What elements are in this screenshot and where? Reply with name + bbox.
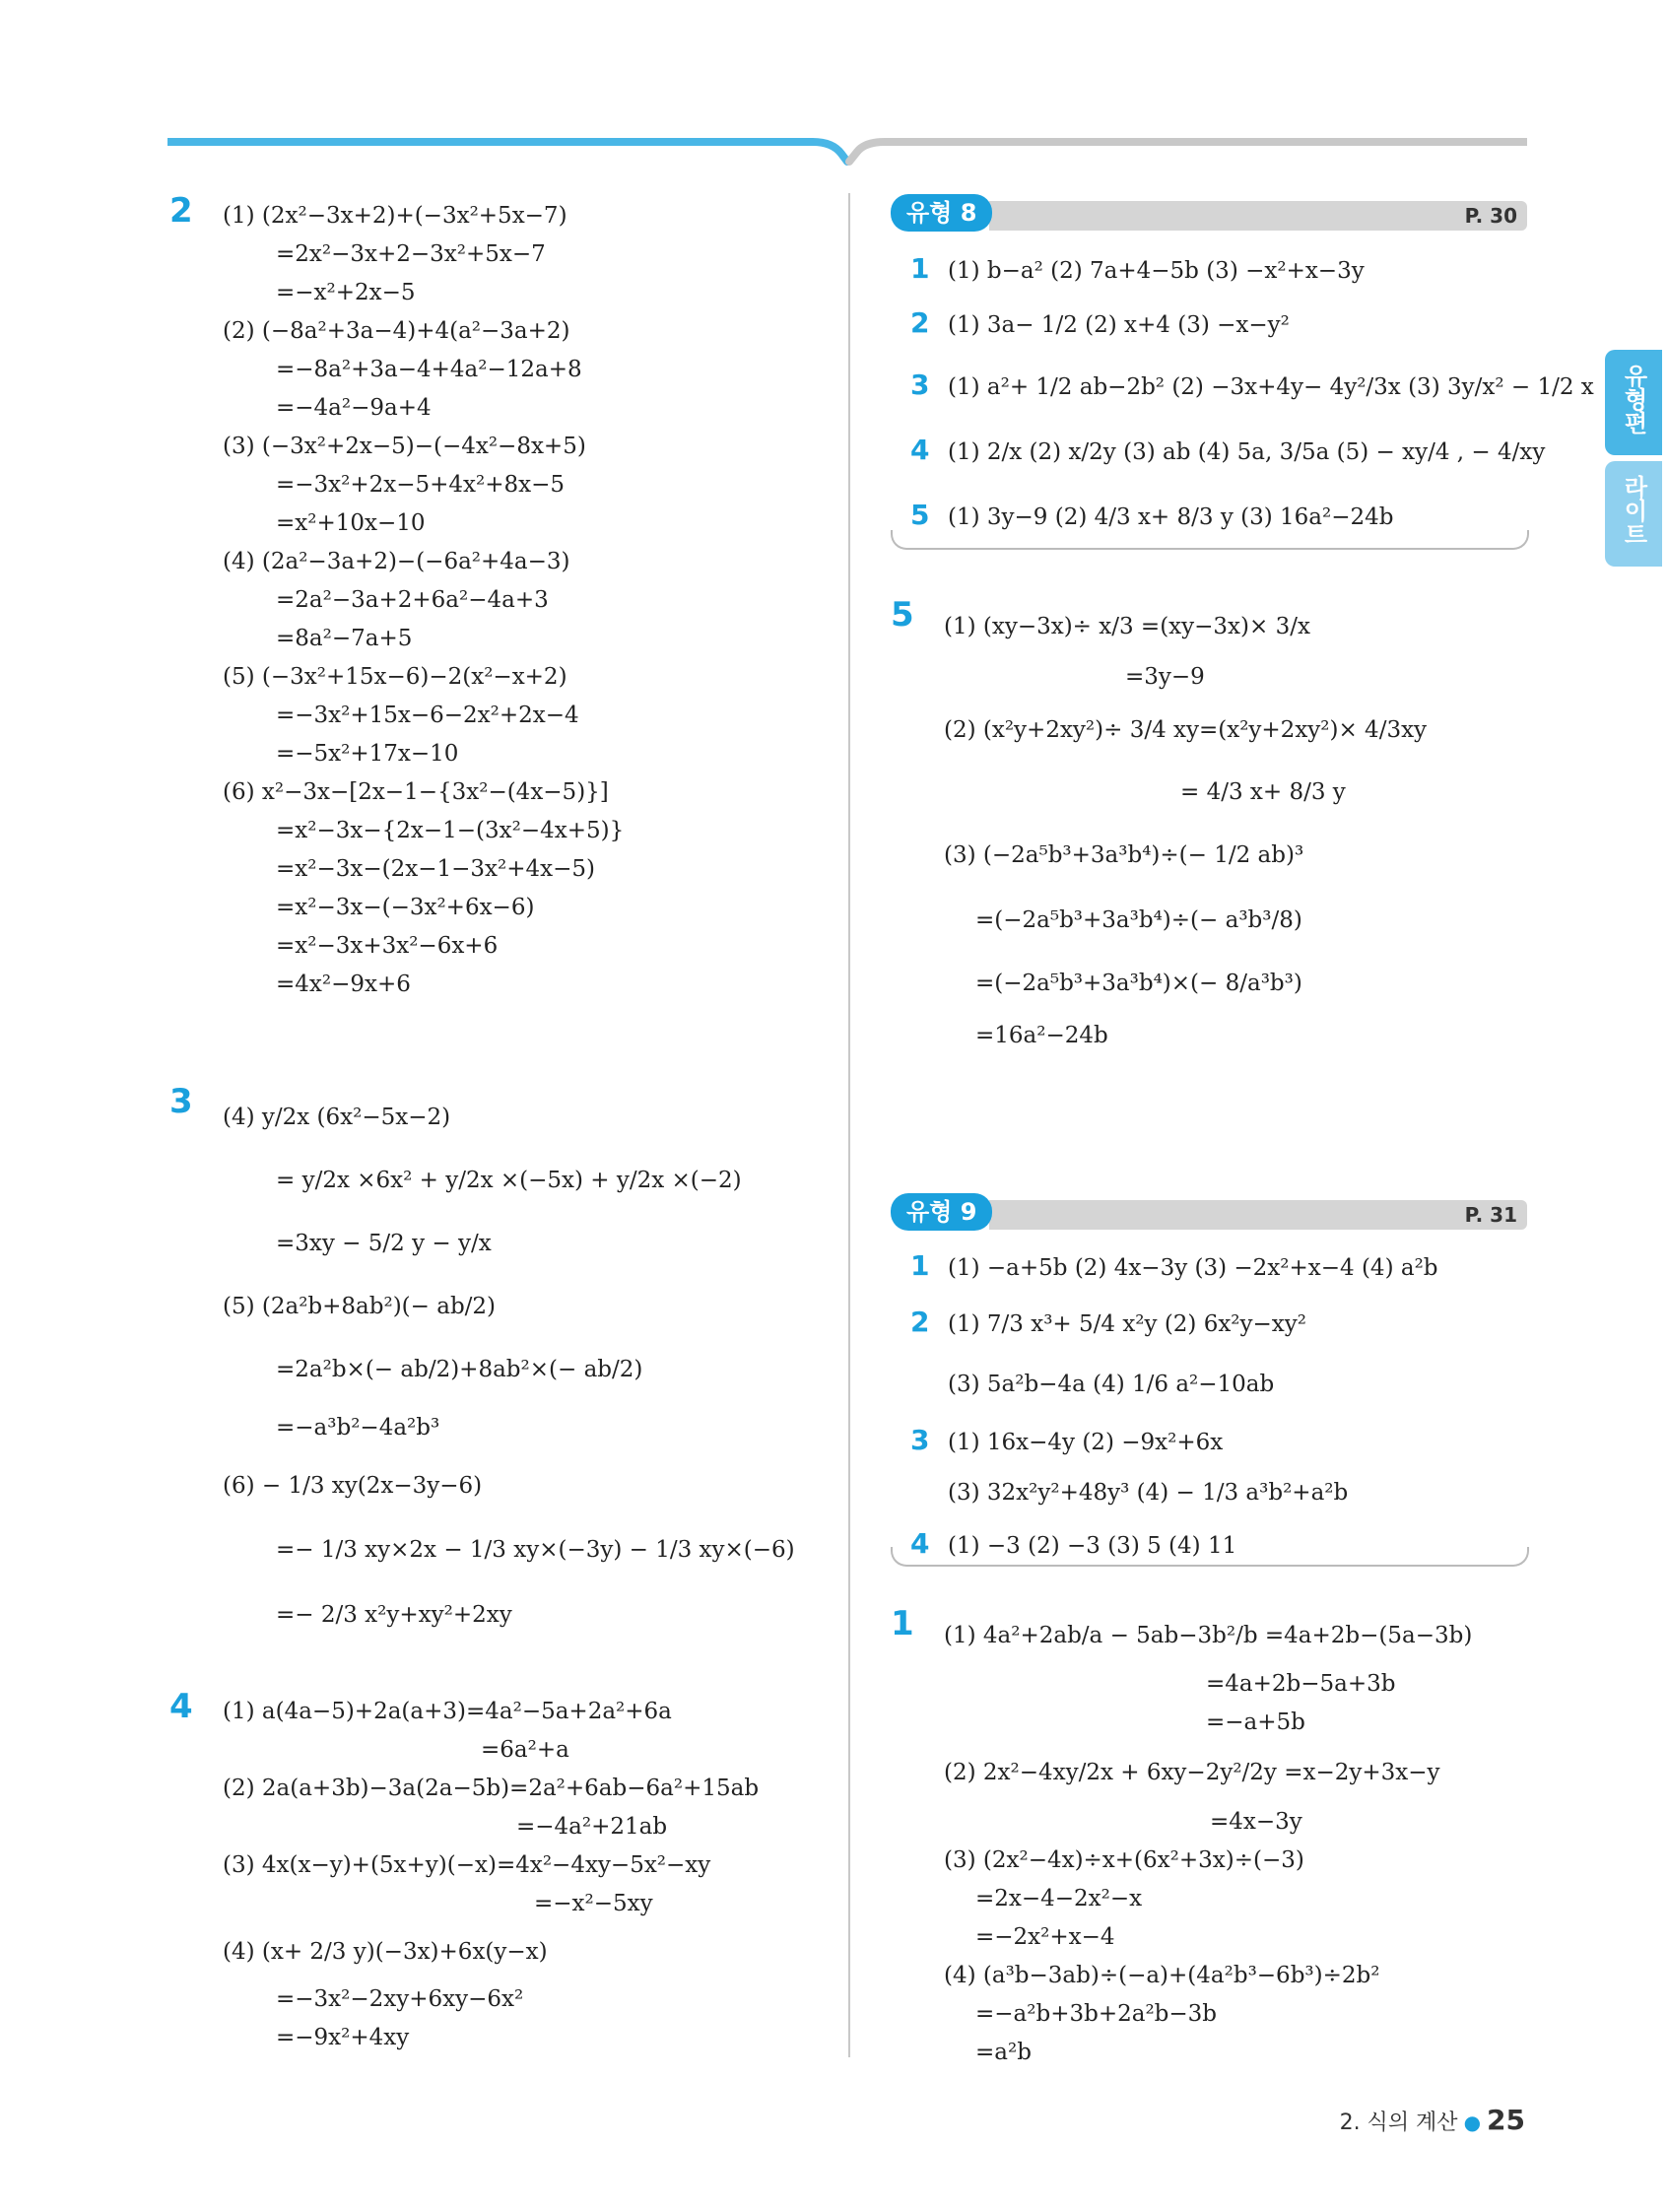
solution-line: =2a²b×(− ab/2)+8ab²×(− ab/2) [276,1357,643,1382]
type-9-header-bar [989,1200,1527,1230]
solution-line: =2x−4−2x²−x [975,1886,1143,1911]
chapter-title: 2. 식의 계산 [1339,2111,1458,2135]
solution-line: (1) (xy−3x)÷ x/3 =(xy−3x)× 3/x [944,614,1310,639]
bullet-dot-icon: ● [1463,2111,1482,2134]
answer-number: 3 [910,369,930,401]
solution-line: = y/2x ×6x² + y/2x ×(−5x) + y/2x ×(−2) [276,1168,742,1193]
type-8-page: P. 30 [1464,204,1517,228]
solution-line: (6) x²−3x−[2x−1−{3x²−(4x−5)}] [223,779,609,805]
solution-line: =x²−3x−(−3x²+6x−6) [276,895,535,920]
solution-line: (4) (2a²−3a+2)−(−6a²+4a−3) [223,549,570,574]
type-9-page: P. 31 [1464,1203,1517,1227]
solution-line: =4a+2b−5a+3b [1206,1671,1396,1697]
side-tab-lite: 라이트 [1605,461,1662,567]
solution-line: =−3x²−2xy+6xy−6x² [276,1986,524,2012]
type-8-label: 유형 8 [891,194,992,232]
answer-number: 4 [910,1527,930,1560]
solution-line: =16a²−24b [975,1023,1108,1048]
solution-line: =2a²−3a+2+6a²−4a+3 [276,587,549,613]
answer-row [910,1241,1438,1291]
solution-line: (3) 4x(x−y)+(5x+y)(−x)=4x²−4xy−5x²−xy [223,1852,711,1878]
solution-line: =−a²b+3b+2a²b−3b [975,2001,1218,2027]
answer-text: (1) 16x−4y (2) −9x²+6x [948,1430,1224,1455]
solution-line: (5) (−3x²+15x−6)−2(x²−x+2) [223,664,567,690]
solution-line: =−x²−5xy [534,1891,653,1916]
top-decoration-bars [167,134,1527,173]
solution-line: =x²+10x−10 [276,510,426,536]
type-9-header [891,1194,1527,1230]
answer-row [910,353,1594,418]
type-9-box-border [891,1547,1529,1567]
answer-row [910,1291,1438,1354]
solution-line: =x²−3x−{2x−1−(3x²−4x+5)} [276,818,625,843]
answer-number: 1 [910,1249,930,1282]
type-8-header-bar [989,201,1527,231]
side-tab [1605,350,1668,572]
answer-text: (3) 32x²y²+48y³ (4) − 1/3 a³b²+a²b [948,1480,1349,1506]
page-number: 25 [1487,2104,1525,2136]
solution-line: =4x−3y [1210,1809,1302,1835]
answer-text: (1) 3a− 1/2 (2) x+4 (3) −x−y² [948,312,1290,338]
solution-line: =6a²+a [481,1737,569,1763]
solution-line: (4) (a³b−3ab)÷(−a)+(4a²b³−6b³)÷2b² [944,1963,1380,1988]
solution-line: (2) (−8a²+3a−4)+4(a²−3a+2) [223,318,570,344]
solution-line: =−a³b²−4a²b³ [276,1415,440,1441]
solution-line: =− 2/3 x²y+xy²+2xy [276,1602,512,1628]
type-9-label: 유형 9 [891,1193,992,1231]
solution-line: =8a²−7a+5 [276,626,413,651]
answer-number: 2 [910,306,930,339]
solution-line: (2) 2x²−4xy/2x + 6xy−2y²/2y =x−2y+3x−y [944,1760,1440,1785]
answer-row [910,1354,1438,1415]
answer-text: (1) 7/3 x³+ 5/4 x²y (2) 6x²y−xy² [948,1311,1306,1337]
type-9-answers [910,1241,1438,1569]
problem-5-solution [944,597,1427,1056]
solution-line: =x²−3x+3x²−6x+6 [276,933,499,959]
answer-row [910,294,1594,353]
answer-number: 5 [910,499,930,531]
solution-line: =− 1/3 xy×2x − 1/3 xy×(−3y) − 1/3 xy×(−6) [276,1537,795,1563]
problem-1-solution [944,1606,1472,2072]
problem-number-4: 4 [169,1687,193,1726]
answer-number: 1 [910,252,930,285]
side-tab-type: 유형편 [1605,350,1662,455]
problem-number-1: 1 [891,1604,914,1643]
solution-line: =−5x²+17x−10 [276,741,459,767]
answer-row [910,1415,1438,1466]
problem-2-solution [223,197,624,1004]
solution-line: (1) 4a²+2ab/a − 5ab−3b²/b =4a+2b−(5a−3b) [944,1623,1473,1648]
solution-line: =3y−9 [1125,664,1205,690]
solution-line: (3) (2x²−4x)÷x+(6x²+3x)÷(−3) [944,1847,1304,1873]
problem-number-2: 2 [169,191,193,231]
solution-line: (1) a(4a−5)+2a(a+3)=4a²−5a+2a²+6a [223,1699,672,1724]
type-8-answers [910,244,1594,548]
solution-line: =(−2a⁵b³+3a³b⁴)×(− 8/a³b³) [975,971,1302,996]
answer-number: 3 [910,1424,930,1456]
answer-text: (1) 3y−9 (2) 4/3 x+ 8/3 y (3) 16a²−24b [948,504,1394,530]
solution-line: =2x²−3x+2−3x²+5x−7 [276,241,546,267]
problem-3-solution [223,1086,795,1647]
solution-line: (4) y/2x (6x²−5x−2) [223,1105,451,1130]
solution-line: =−4a²+21ab [516,1814,668,1840]
solution-line: (5) (2a²b+8ab²)(− ab/2) [223,1294,497,1319]
solution-line: =−3x²+2x−5+4x²+8x−5 [276,472,566,498]
column-divider [848,193,850,2057]
solution-line: =−3x²+15x−6−2x²+2x−4 [276,703,579,728]
solution-line: =−2x²+x−4 [975,1924,1115,1950]
answer-number: 4 [910,434,930,466]
answer-row [910,418,1594,483]
solution-line: (3) (−3x²+2x−5)−(−4x²−8x+5) [223,434,586,459]
solution-line: =3xy − 5/2 y − y/x [276,1231,492,1256]
top-bar-gray [849,142,1527,162]
solution-line: = 4/3 x+ 8/3 y [1180,779,1346,805]
answer-number: 2 [910,1306,930,1338]
solution-line: (2) (x²y+2xy²)÷ 3/4 xy=(x²y+2xy²)× 4/3xy [944,717,1428,743]
answer-text: (3) 5a²b−4a (4) 1/6 a²−10ab [948,1372,1275,1397]
solution-line: =−4a²−9a+4 [276,395,432,421]
solution-line: =−a+5b [1206,1709,1305,1735]
solution-line: (1) (2x²−3x+2)+(−3x²+5x−7) [223,203,567,229]
solution-line: (2) 2a(a+3b)−3a(2a−5b)=2a²+6ab−6a²+15ab [223,1776,760,1801]
answer-text: (1) −3 (2) −3 (3) 5 (4) 11 [948,1533,1237,1559]
answer-text: (1) b−a² (2) 7a+4−5b (3) −x²+x−3y [948,258,1365,284]
solution-line: =−9x²+4xy [276,2025,410,2050]
solution-line: =(−2a⁵b³+3a³b⁴)÷(− a³b³/8) [975,907,1302,933]
problem-number-5: 5 [891,595,914,635]
answer-text: (1) a²+ 1/2 ab−2b² (2) −3x+4y− 4y²/3x (3) 3y/x² − 1/2 x [948,374,1594,400]
solution-line: =4x²−9x+6 [276,972,411,997]
solution-line: =a²b [975,2040,1032,2065]
solution-line: (6) − 1/3 xy(2x−3y−6) [223,1473,483,1499]
answer-row [910,1466,1438,1519]
answer-row [910,244,1594,294]
solution-line: =−8a²+3a−4+4a²−12a+8 [276,357,582,382]
top-bar-blue [167,142,847,162]
solution-line: (4) (x+ 2/3 y)(−3x)+6x(y−x) [223,1939,548,1965]
solution-line: (3) (−2a⁵b³+3a³b⁴)÷(− 1/2 ab)³ [944,842,1304,868]
answer-text: (1) −a+5b (2) 4x−3y (3) −2x²+x−4 (4) a²b [948,1255,1438,1281]
page-footer [1340,2104,1525,2136]
solution-line: =−x²+2x−5 [276,280,416,305]
type-8-header [891,195,1527,231]
problem-number-3: 3 [169,1082,193,1121]
solution-line: =x²−3x−(2x−1−3x²+4x−5) [276,856,595,882]
type-8-box-border [891,530,1529,550]
answer-text: (1) 2/x (2) x/2y (3) ab (4) 5a, 3/5a (5) − xy/4 , − 4/xy [948,439,1546,465]
problem-4-solution [223,1693,759,2057]
